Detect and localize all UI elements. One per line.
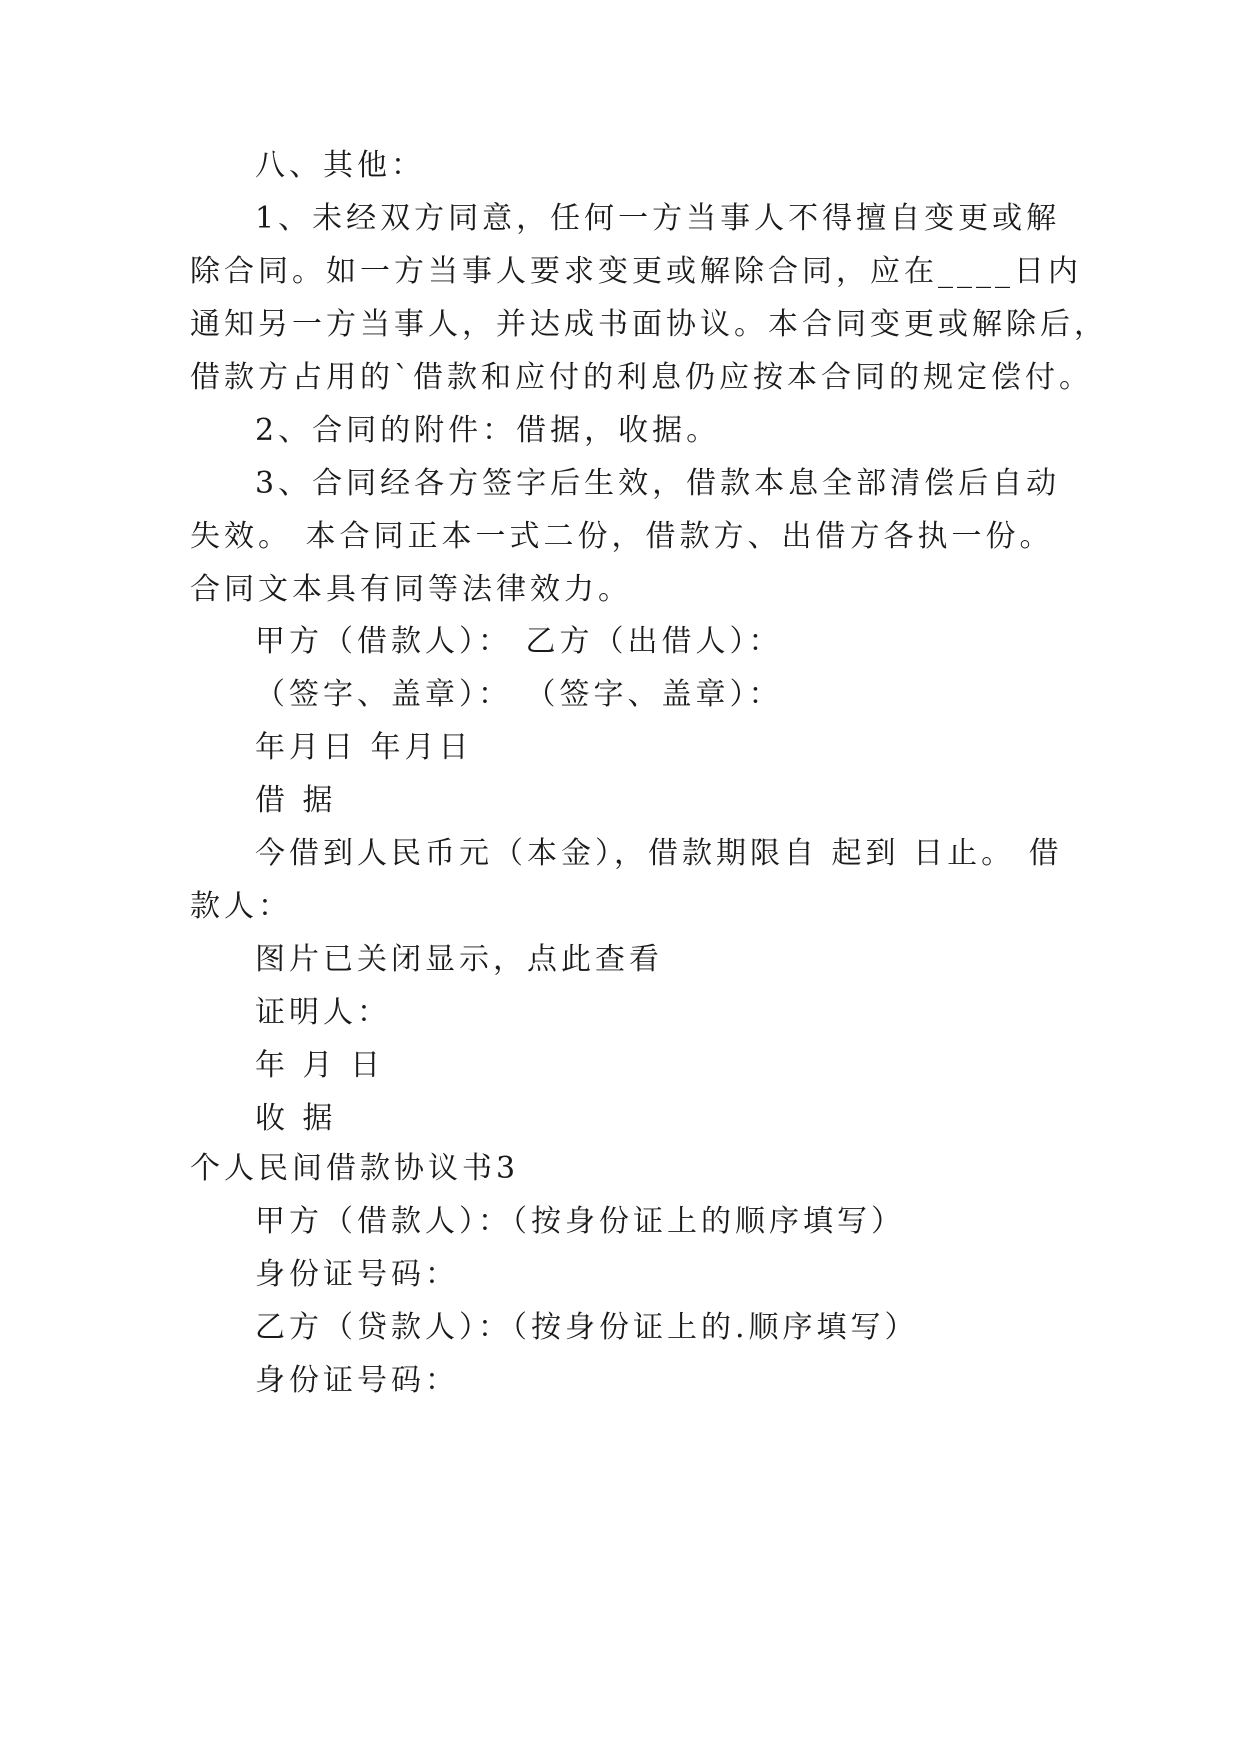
receipt-title: 收 据 [255, 1101, 337, 1136]
clause-3-line-3: 合同文本具有同等法律效力。 [190, 572, 632, 607]
clause-3-line-2: 失效。 本合同正本一式二份，借款方、出借方各执一份。 [190, 519, 1054, 554]
section-heading-other: 八、其他： [255, 148, 425, 183]
clause-1-line-1: 1、未经双方同意，任何一方当事人不得擅自变更或解 [255, 201, 1061, 236]
clause-2: 2、合同的附件：借据，收据。 [255, 413, 721, 448]
loan-note-title: 借 据 [255, 783, 337, 818]
loan-note-body-line-2: 款人： [190, 889, 292, 924]
clause-1-line-2: 除合同。如一方当事人要求变更或解除合同，应在____日内 [190, 254, 1082, 289]
witness-label: 证明人： [255, 995, 391, 1030]
party-a-label: 甲方（借款人）：（按身份证上的顺序填写） [255, 1204, 905, 1239]
clause-1-line-4: 借款方占用的`借款和应付的利息仍应按本合同的规定偿付。 [190, 360, 1093, 395]
loan-note-body-line-1: 今借到人民币元（本金），借款期限自 起到 日止。 借 [255, 836, 1063, 871]
agreement-3-title: 个人民间借款协议书3 [190, 1151, 520, 1186]
signature-labels: （签字、盖章）： （签字、盖章）： [255, 677, 783, 712]
image-hidden-notice[interactable]: 图片已关闭显示，点此查看 [255, 942, 663, 977]
signature-dates: 年月日 年月日 [255, 730, 473, 765]
party-labels: 甲方（借款人）： 乙方（出借人）： [255, 624, 783, 659]
witness-date: 年 月 日 [255, 1048, 385, 1083]
party-b-id-label: 身份证号码： [255, 1363, 459, 1398]
clause-3-line-1: 3、合同经各方签字后生效，借款本息全部清偿后自动 [255, 466, 1061, 501]
party-b-label: 乙方（贷款人）：（按身份证上的.顺序填写） [255, 1310, 919, 1345]
clause-1-line-3: 通知另一方当事人，并达成书面协议。本合同变更或解除后， [190, 307, 1108, 342]
party-a-id-label: 身份证号码： [255, 1257, 459, 1292]
